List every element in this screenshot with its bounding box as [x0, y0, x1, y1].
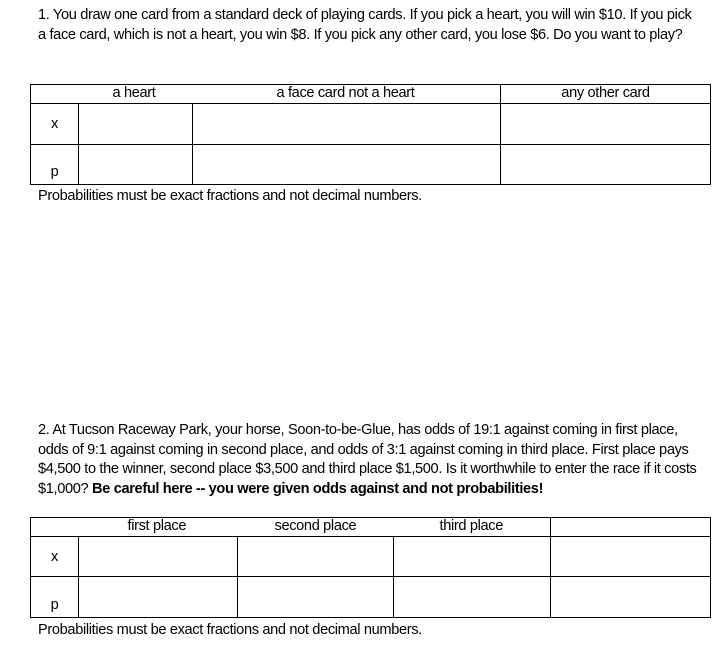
answer-cell-x-face[interactable]: [193, 104, 501, 145]
answer-cell-p-other[interactable]: [501, 145, 711, 185]
question-2-table: [30, 517, 711, 618]
answer-cell-x-second[interactable]: [238, 537, 394, 577]
answer-cell-p-second[interactable]: [238, 577, 394, 618]
table-row-p: [31, 145, 711, 185]
table-header-row: [31, 85, 711, 104]
answer-cell-x-heart[interactable]: [79, 104, 193, 145]
row-label-p: p: [31, 577, 79, 618]
header-empty-cell: [31, 518, 79, 537]
table-header-row: [31, 518, 711, 537]
header-second-place: second place: [238, 518, 394, 537]
table-row-x: [31, 104, 711, 145]
question-2-emphasis: Be careful here -- you were given odds against and not probabilities!: [92, 480, 544, 497]
header-other-card: any other card: [501, 85, 711, 104]
question-2-text: [38, 421, 698, 499]
question-1-text: [38, 6, 698, 45]
answer-cell-p-face[interactable]: [193, 145, 501, 185]
answer-cell-x-first[interactable]: [79, 537, 238, 577]
answer-cell-p-first[interactable]: [79, 577, 238, 618]
question-1-prompt: 1. You draw one card from a standard deck of playing cards. If you pick a heart, you will win $10. If you pick a face card, which is not a heart, you win $8. If you pick any other card, you lose $6. Do you want to play?: [38, 7, 692, 43]
row-label-p: p: [31, 145, 79, 185]
header-third-place: third place: [394, 518, 551, 537]
header-extra-cell: [551, 518, 711, 537]
question-2-note: Probabilities must be exact fractions and not decimal numbers.: [38, 622, 422, 638]
question-2-prompt: 2. At Tucson Raceway Park, your horse, Soon-to-be-Glue, has odds of 19:1 against coming in first place, odds of 9:1 against coming in second place, and odds of 3:1 against coming in third place. First place pays $4,500 to the winner, second place $3,500 and third place $1,500. Is it worthwhile to enter the race if it costs $1,000?: [38, 422, 697, 497]
table-row-p: [31, 577, 711, 618]
row-label-x: x: [31, 104, 79, 145]
answer-cell-p-third[interactable]: [394, 577, 551, 618]
answer-cell-x-extra[interactable]: [551, 537, 711, 577]
question-1-note: Probabilities must be exact fractions and not decimal numbers.: [38, 188, 422, 204]
header-heart: a heart: [79, 85, 193, 104]
answer-cell-p-heart[interactable]: [79, 145, 193, 185]
header-face-card: a face card not a heart: [193, 85, 501, 104]
answer-cell-p-extra[interactable]: [551, 577, 711, 618]
question-1-table: [30, 84, 711, 185]
table-row-x: [31, 537, 711, 577]
answer-cell-x-other[interactable]: [501, 104, 711, 145]
header-empty-cell: [31, 85, 79, 104]
header-first-place: first place: [79, 518, 238, 537]
row-label-x: x: [31, 537, 79, 577]
answer-cell-x-third[interactable]: [394, 537, 551, 577]
